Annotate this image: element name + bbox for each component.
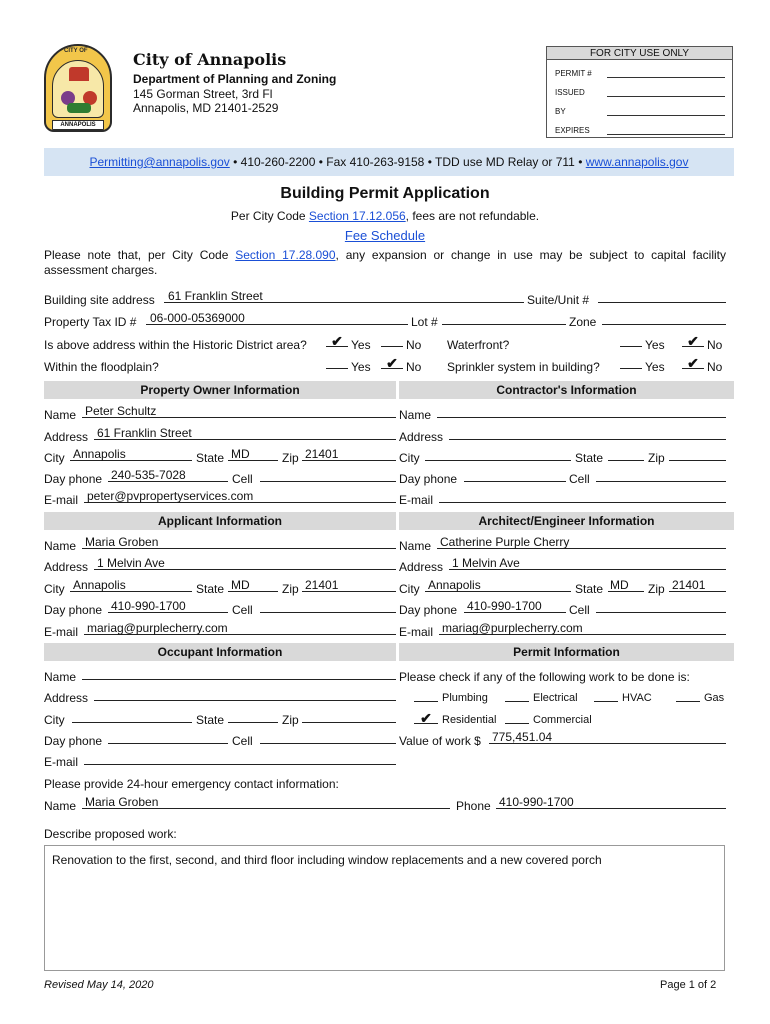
contractor-dayphone-field[interactable]: [464, 468, 566, 482]
occupant-dayphone-field[interactable]: [108, 730, 228, 744]
waterfront-no-label: No: [707, 338, 723, 352]
contractor-city-field[interactable]: [425, 447, 571, 461]
historic-question: Is above address within the Historic District area?: [44, 338, 307, 352]
architect-zip-field[interactable]: [669, 578, 726, 592]
contractor-cell-field[interactable]: [596, 468, 726, 482]
contractor-zip-field[interactable]: [669, 447, 726, 461]
occupant-address-field[interactable]: [94, 687, 396, 701]
architect-zip-label: Zip: [648, 582, 665, 596]
architect-cell-label: Cell: [569, 603, 590, 617]
architect-name-field[interactable]: [437, 535, 726, 549]
emergency-name-label: Name: [44, 799, 77, 813]
owner-email-field[interactable]: [84, 489, 396, 503]
fax-text: Fax 410-263-9158: [326, 155, 425, 169]
sprinkler-question: Sprinkler system in building?: [447, 360, 600, 374]
owner-address-label: Address: [44, 430, 89, 444]
website-link[interactable]: www.annapolis.gov: [585, 155, 689, 169]
fees-note: [0, 209, 770, 223]
owner-address-field[interactable]: [94, 426, 396, 440]
emergency-phone-field[interactable]: [496, 795, 726, 809]
owner-section-header: Property Owner Information: [44, 381, 396, 399]
site-address-value: 61 Franklin Street: [168, 289, 263, 303]
owner-state-label: State: [196, 451, 225, 465]
work-type-prompt: Please check if any of the following work to be done is:: [399, 670, 690, 684]
section-17-28-090-link[interactable]: Section 17.28.090: [235, 248, 336, 262]
city-use-title: FOR CITY USE ONLY: [547, 47, 732, 60]
sprinkler-no-box[interactable]: [682, 355, 704, 369]
tax-id-value: 06-000-05369000: [150, 311, 245, 325]
applicant-state-value: MD: [231, 578, 250, 592]
separator: •: [427, 155, 432, 169]
site-address-label: Building site address: [44, 293, 155, 307]
owner-zip-field[interactable]: [302, 447, 396, 461]
zone-label: Zone: [569, 315, 597, 329]
architect-email-label: E-mail: [399, 625, 434, 639]
describe-work-value: Renovation to the first, second, and third floor including window replacements and a new covered porch: [52, 853, 602, 867]
issued-label: ISSUED: [555, 88, 585, 97]
issued-line: [607, 96, 725, 97]
contractor-state-label: State: [575, 451, 604, 465]
contractor-dayphone-label: Day phone: [399, 472, 458, 486]
occupant-cell-label: Cell: [232, 734, 253, 748]
historic-yes-label: Yes: [351, 338, 371, 352]
applicant-email-label: E-mail: [44, 625, 79, 639]
owner-state-field[interactable]: [228, 447, 278, 461]
city-use-only-box: [546, 46, 733, 138]
architect-address-value: 1 Melvin Ave: [452, 556, 520, 570]
applicant-zip-value: 21401: [305, 578, 339, 592]
tax-id-label: Property Tax ID #: [44, 315, 137, 329]
sprinkler-no-label: No: [707, 360, 723, 374]
applicant-email-value: mariag@purplecherry.com: [87, 621, 228, 635]
occupant-zip-field[interactable]: [302, 709, 396, 723]
occupant-name-label: Name: [44, 670, 77, 684]
page-title: Building Permit Application: [280, 185, 490, 202]
applicant-name-value: Maria Groben: [85, 535, 159, 549]
contractor-city-label: City: [399, 451, 420, 465]
owner-cell-field[interactable]: [260, 468, 396, 482]
applicant-city-value: Annapolis: [73, 578, 126, 592]
emergency-prompt: Please provide 24-hour emergency contact information:: [44, 777, 339, 791]
contractor-address-field[interactable]: [449, 426, 726, 440]
fees-note-post: , fees are not refundable.: [405, 209, 540, 223]
applicant-address-label: Address: [44, 560, 89, 574]
owner-city-field[interactable]: [70, 447, 192, 461]
occupant-dayphone-label: Day phone: [44, 734, 103, 748]
check-icon: ✔: [687, 355, 699, 371]
architect-state-label: State: [575, 582, 604, 596]
note-post: , any expansion or change in use may be subject to capital facility assessment charges.: [44, 248, 727, 277]
check-icon: ✔: [420, 710, 432, 726]
waterfront-yes-label: Yes: [645, 338, 665, 352]
architect-email-value: mariag@purplecherry.com: [442, 621, 583, 635]
applicant-zip-field[interactable]: [302, 578, 396, 592]
department-name: Department of Planning and Zoning: [133, 72, 337, 86]
applicant-dayphone-label: Day phone: [44, 603, 103, 617]
applicant-cell-label: Cell: [232, 603, 253, 617]
hvac-checkbox[interactable]: [594, 688, 618, 702]
occupant-city-label: City: [44, 713, 65, 727]
applicant-address-field[interactable]: [94, 556, 396, 570]
describe-work-label: Describe proposed work:: [44, 827, 177, 841]
site-address-field[interactable]: [164, 289, 524, 303]
check-icon: ✔: [386, 355, 398, 371]
contractor-cell-label: Cell: [569, 472, 590, 486]
owner-zip-value: 21401: [305, 447, 339, 461]
stem-icon: [67, 103, 91, 113]
owner-dayphone-field[interactable]: [108, 468, 228, 482]
architect-city-field[interactable]: [425, 578, 571, 592]
waterfront-question: Waterfront?: [447, 338, 510, 352]
phone-text: 410-260-2200: [240, 155, 316, 169]
architect-city-label: City: [399, 582, 420, 596]
applicant-email-field[interactable]: [84, 621, 396, 635]
fee-schedule-link[interactable]: Fee Schedule: [344, 228, 426, 243]
occupant-name-field[interactable]: [82, 666, 396, 680]
architect-zip-value: 21401: [672, 578, 706, 592]
fee-schedule: [0, 228, 770, 243]
check-icon: ✔: [331, 333, 343, 349]
owner-name-value: Peter Schultz: [85, 404, 157, 418]
lot-field[interactable]: [442, 311, 566, 325]
suite-label: Suite/Unit #: [527, 293, 590, 307]
architect-city-value: Annapolis: [428, 578, 481, 592]
occupant-state-field[interactable]: [228, 709, 278, 723]
floodplain-no-label: No: [406, 360, 422, 374]
revised-date: Revised May 14, 2020: [44, 979, 154, 991]
value-of-work-field[interactable]: [489, 730, 726, 744]
emergency-name-value: Maria Groben: [85, 795, 159, 809]
applicant-dayphone-field[interactable]: [108, 599, 228, 613]
value-of-work-value: 775,451.04: [492, 730, 553, 744]
owner-name-label: Name: [44, 408, 77, 422]
hvac-label: HVAC: [622, 692, 652, 704]
architect-cell-field[interactable]: [596, 599, 726, 613]
architect-state-field[interactable]: [608, 578, 644, 592]
gas-label: Gas: [704, 692, 725, 704]
plumbing-checkbox[interactable]: [414, 688, 438, 702]
applicant-state-label: State: [196, 582, 225, 596]
department-citystate: Annapolis, MD 21401-2529: [133, 101, 279, 115]
architect-section-header: Architect/Engineer Information: [399, 512, 734, 530]
owner-state-value: MD: [231, 447, 250, 461]
commercial-checkbox[interactable]: [505, 710, 529, 724]
gas-checkbox[interactable]: [676, 688, 700, 702]
capital-facility-note: [44, 248, 726, 278]
separator: •: [578, 155, 583, 169]
applicant-state-field[interactable]: [228, 578, 278, 592]
contact-band: [44, 148, 734, 176]
applicant-city-label: City: [44, 582, 65, 596]
permit-number-label: PERMIT #: [555, 69, 592, 78]
city-name: City of Annapolis: [133, 50, 287, 69]
applicant-name-label: Name: [44, 539, 77, 553]
contractor-zip-label: Zip: [648, 451, 665, 465]
email-link[interactable]: Permitting@annapolis.gov: [89, 155, 230, 169]
floodplain-no-box[interactable]: [381, 355, 403, 369]
owner-dayphone-label: Day phone: [44, 472, 103, 486]
occupant-cell-field[interactable]: [260, 730, 396, 744]
applicant-section-header: Applicant Information: [44, 512, 396, 530]
fees-note-pre: Per City Code: [230, 209, 309, 223]
owner-name-field[interactable]: [82, 404, 396, 418]
tax-id-field[interactable]: [146, 311, 408, 325]
waterfront-yes-box[interactable]: [620, 333, 642, 347]
historic-no-label: No: [406, 338, 422, 352]
city-seal-logo: [44, 44, 112, 132]
contractor-name-label: Name: [399, 408, 432, 422]
contractor-email-label: E-mail: [399, 493, 434, 507]
waterfront-no-box[interactable]: [682, 333, 704, 347]
applicant-name-field[interactable]: [82, 535, 396, 549]
owner-email-label: E-mail: [44, 493, 79, 507]
lot-label: Lot #: [411, 315, 438, 329]
historic-yes-box[interactable]: [326, 333, 348, 347]
occupant-city-field[interactable]: [72, 709, 192, 723]
by-label: BY: [555, 107, 566, 116]
tdd-text: TDD use MD Relay or 711: [435, 155, 575, 169]
owner-dayphone-value: 240-535-7028: [111, 468, 186, 482]
value-of-work-label: Value of work $: [399, 734, 481, 748]
separator: •: [318, 155, 323, 169]
contractor-email-field[interactable]: [439, 489, 726, 503]
occupant-section-header: Occupant Information: [44, 643, 396, 661]
owner-cell-label: Cell: [232, 472, 253, 486]
seal-shield: [52, 60, 104, 118]
architect-address-label: Address: [399, 560, 444, 574]
occupant-state-label: State: [196, 713, 225, 727]
floodplain-question: Within the floodplain?: [44, 360, 159, 374]
architect-address-field[interactable]: [449, 556, 726, 570]
emergency-name-field[interactable]: [82, 795, 450, 809]
check-icon: ✔: [687, 333, 699, 349]
separator: •: [233, 155, 238, 169]
occupant-address-label: Address: [44, 691, 89, 705]
note-pre: Please note that, per City Code: [44, 248, 236, 262]
architect-dayphone-label: Day phone: [399, 603, 458, 617]
expires-line: [607, 134, 725, 135]
floodplain-yes-label: Yes: [351, 360, 371, 374]
applicant-zip-label: Zip: [282, 582, 299, 596]
plumbing-label: Plumbing: [442, 692, 488, 704]
section-17-12-056-link[interactable]: Section 17.12.056: [308, 209, 406, 223]
floodplain-yes-box[interactable]: [326, 355, 348, 369]
architect-name-label: Name: [399, 539, 432, 553]
historic-no-box[interactable]: [381, 333, 403, 347]
owner-email-value: peter@pvpropertyservices.com: [87, 489, 254, 503]
applicant-cell-field[interactable]: [260, 599, 396, 613]
sprinkler-yes-label: Yes: [645, 360, 665, 374]
sprinkler-yes-box[interactable]: [620, 355, 642, 369]
crown-icon: [69, 67, 89, 81]
architect-dayphone-value: 410-990-1700: [467, 599, 542, 613]
occupant-zip-label: Zip: [282, 713, 299, 727]
department-street: 145 Gorman Street, 3rd Fl: [133, 87, 273, 101]
residential-checkbox[interactable]: [414, 710, 438, 724]
architect-email-field[interactable]: [439, 621, 726, 635]
architect-dayphone-field[interactable]: [464, 599, 566, 613]
page-number: Page 1 of 2: [660, 979, 717, 991]
expires-label: EXPIRES: [555, 126, 590, 135]
electrical-label: Electrical: [533, 692, 578, 704]
seal-top-text: CITY OF: [64, 48, 88, 54]
contractor-address-label: Address: [399, 430, 444, 444]
applicant-address-value: 1 Melvin Ave: [97, 556, 165, 570]
emergency-phone-label: Phone: [456, 799, 491, 813]
contractor-section-header: Contractor's Information: [399, 381, 734, 399]
residential-label: Residential: [442, 714, 497, 726]
suite-field[interactable]: [598, 289, 726, 303]
zone-field[interactable]: [602, 311, 726, 325]
owner-city-value: Annapolis: [73, 447, 126, 461]
by-line: [607, 115, 725, 116]
architect-name-value: Catherine Purple Cherry: [440, 535, 570, 549]
owner-city-label: City: [44, 451, 65, 465]
permit-number-line: [607, 77, 725, 78]
occupant-email-label: E-mail: [44, 755, 79, 769]
occupant-email-field[interactable]: [84, 751, 396, 765]
applicant-dayphone-value: 410-990-1700: [111, 599, 186, 613]
electrical-checkbox[interactable]: [505, 688, 529, 702]
owner-address-value: 61 Franklin Street: [97, 426, 192, 440]
owner-zip-label: Zip: [282, 451, 299, 465]
applicant-city-field[interactable]: [70, 578, 192, 592]
architect-state-value: MD: [610, 578, 629, 592]
commercial-label: Commercial: [533, 714, 592, 726]
permit-section-header: Permit Information: [399, 643, 734, 661]
seal-bottom-text: ANNAPOLIS: [52, 120, 104, 130]
contractor-state-field[interactable]: [608, 447, 644, 461]
emergency-phone-value: 410-990-1700: [499, 795, 574, 809]
contractor-name-field[interactable]: [437, 404, 726, 418]
